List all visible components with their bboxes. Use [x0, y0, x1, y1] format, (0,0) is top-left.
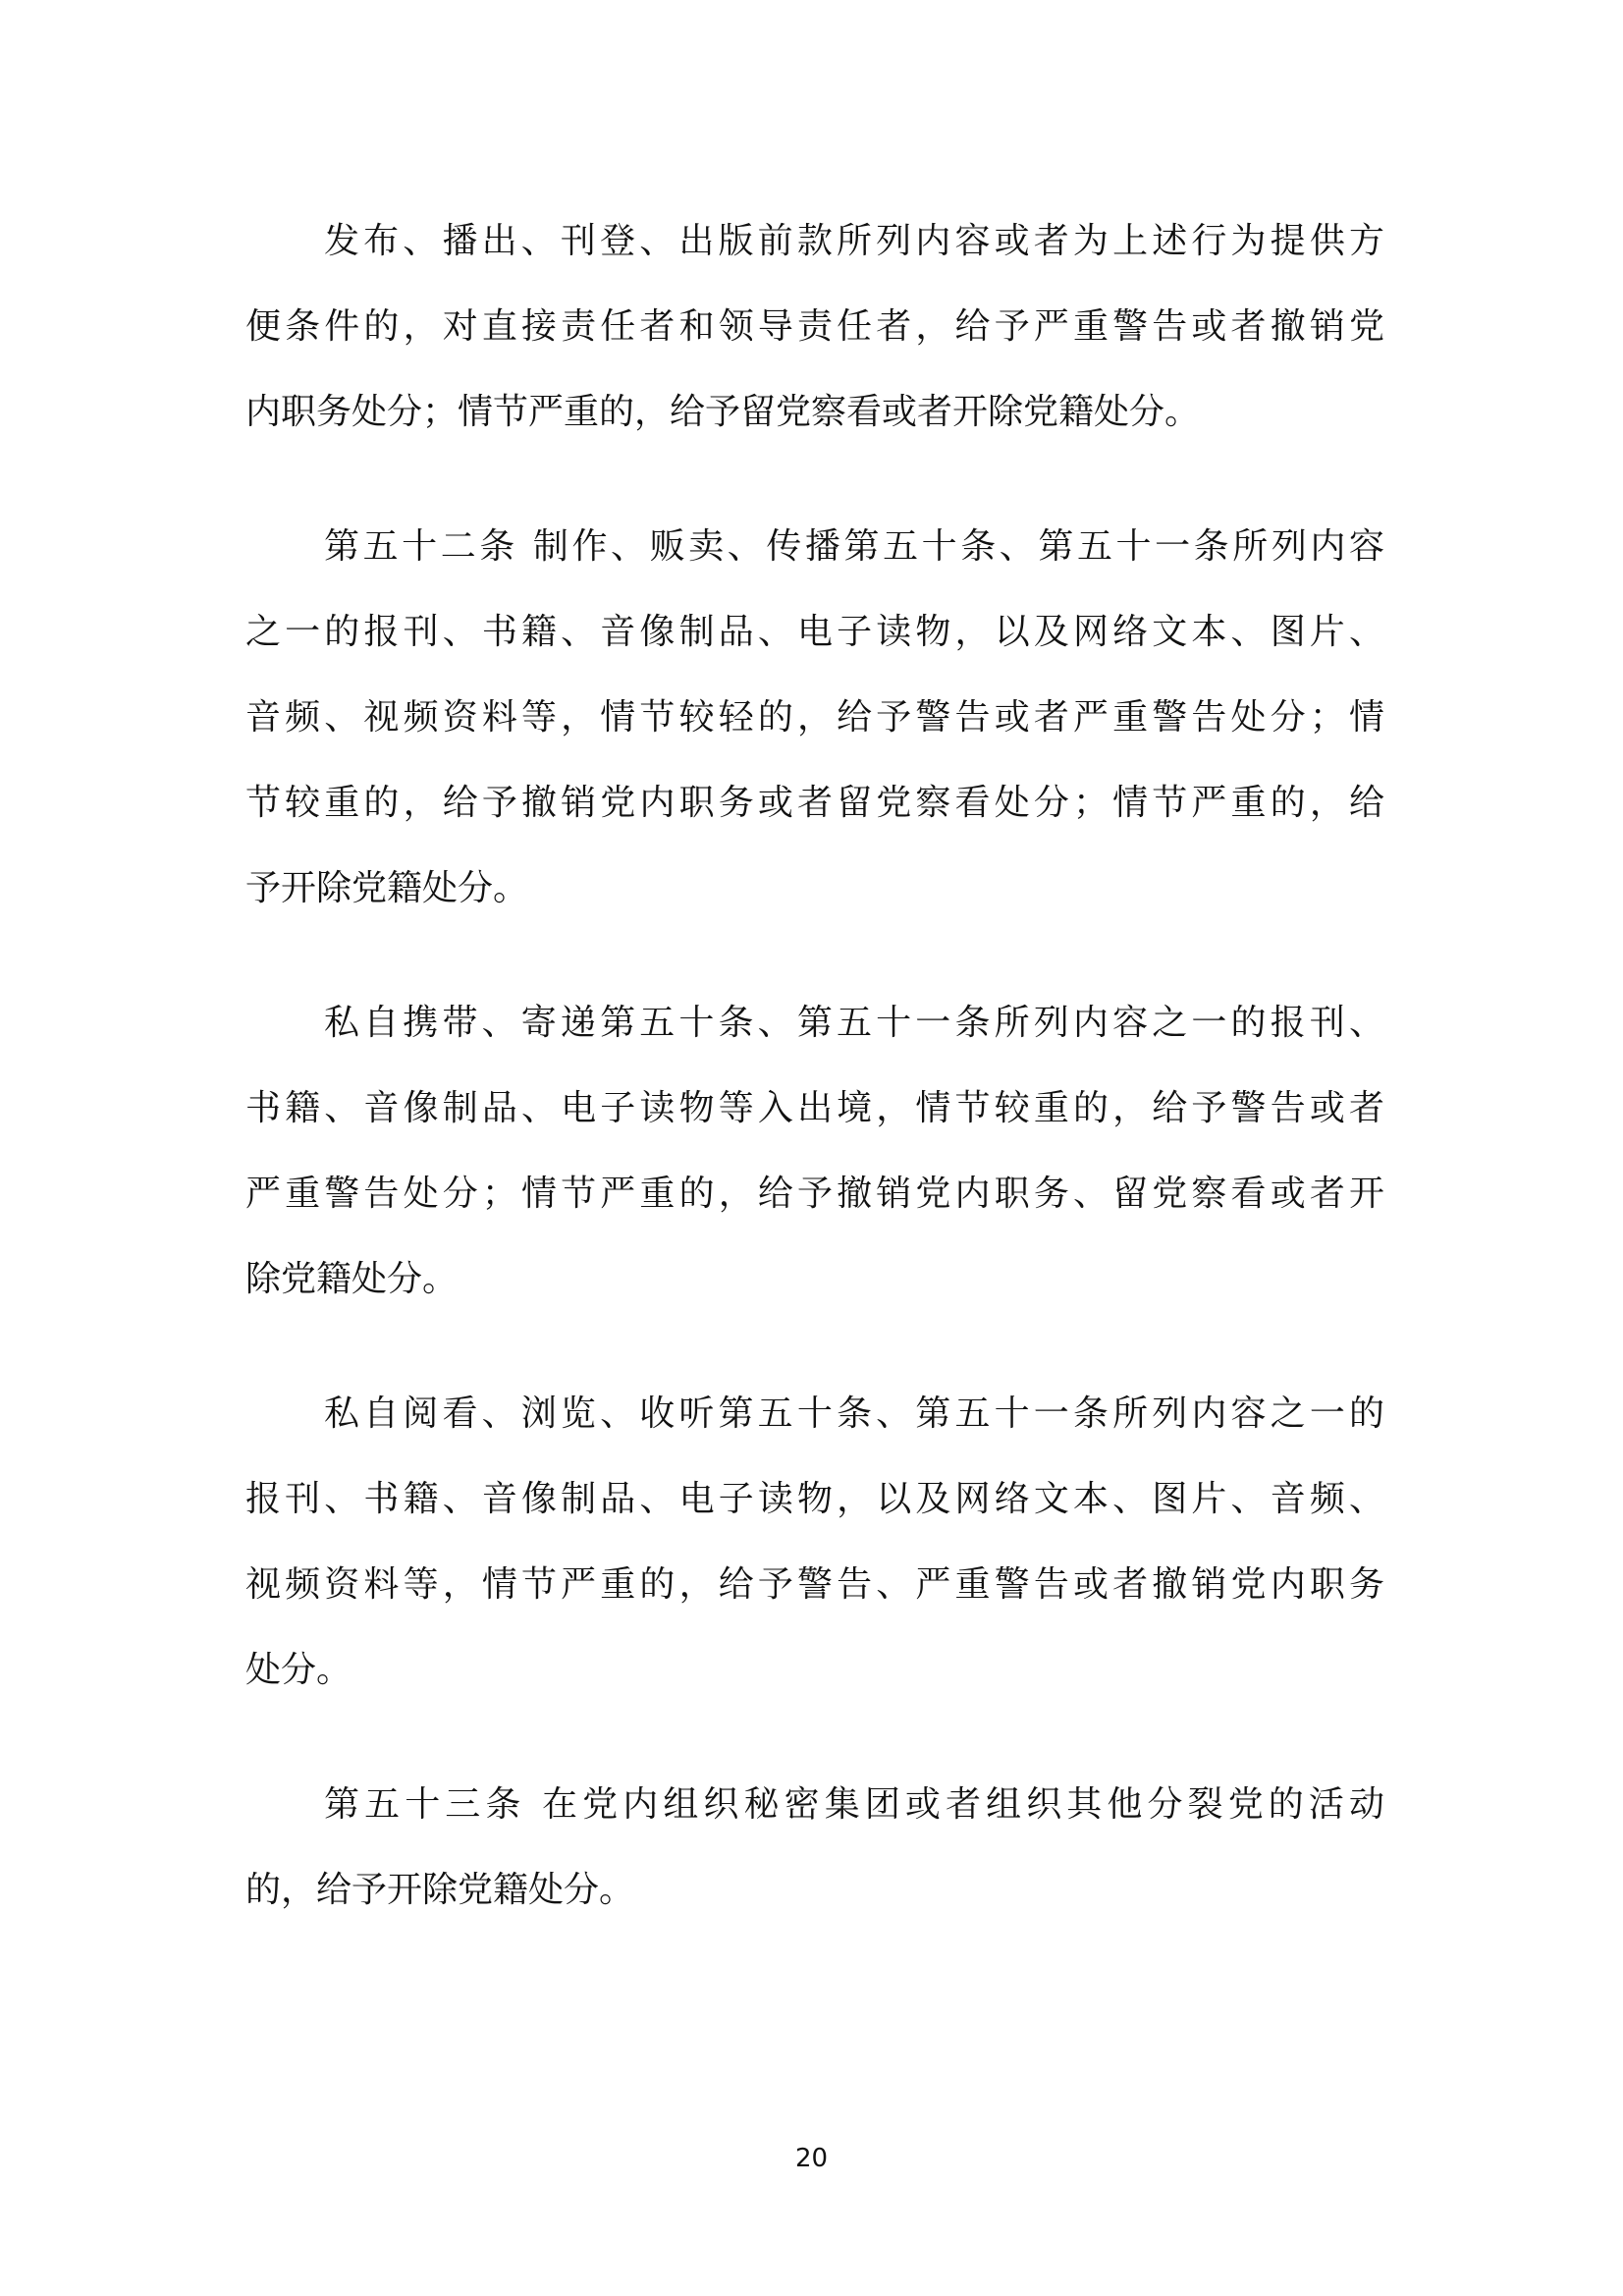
text-line: 第五十二条 制作、贩卖、传播第五十条、第五十一条所列内容 — [324, 526, 1384, 567]
text-line: 节较重的，给予撤销党内职务或者留党察看处分；情节严重的，给 — [245, 783, 1384, 823]
text-line: 发布、播出、刊登、出版前款所列内容或者为上述行为提供方 — [324, 221, 1384, 261]
text-line: 便条件的，对直接责任者和领导责任者，给予严重警告或者撤销党 — [245, 306, 1384, 347]
text-line: 予开除党籍处分。 — [245, 868, 529, 908]
page-number: 20 — [794, 2144, 829, 2173]
text-line: 第五十三条 在党内组织秘密集团或者组织其他分裂党的活动 — [324, 1784, 1384, 1825]
text-line: 的，给予开除党籍处分。 — [245, 1870, 635, 1910]
text-line: 音频、视频资料等，情节较轻的，给予警告或者严重警告处分；情 — [245, 697, 1384, 738]
text-line: 报刊、书籍、音像制品、电子读物，以及网络文本、图片、音频、 — [245, 1479, 1384, 1519]
text-line: 视频资料等，情节严重的，给予警告、严重警告或者撤销党内职务 — [245, 1564, 1384, 1605]
text-line: 除党籍处分。 — [245, 1259, 459, 1299]
text-line: 之一的报刊、书籍、音像制品、电子读物，以及网络文本、图片、 — [245, 612, 1384, 652]
text-line: 内职务处分；情节严重的，给予留党察看或者开除党籍处分。 — [245, 392, 1201, 432]
text-line: 处分。 — [245, 1650, 352, 1690]
text-line: 私自阅看、浏览、收听第五十条、第五十一条所列内容之一的 — [324, 1394, 1384, 1434]
text-line: 私自携带、寄递第五十条、第五十一条所列内容之一的报刊、 — [324, 1003, 1384, 1043]
text-line: 书籍、音像制品、电子读物等入出境，情节较重的，给予警告或者 — [245, 1088, 1384, 1128]
text-line: 严重警告处分；情节严重的，给予撤销党内职务、留党察看或者开 — [245, 1174, 1384, 1214]
